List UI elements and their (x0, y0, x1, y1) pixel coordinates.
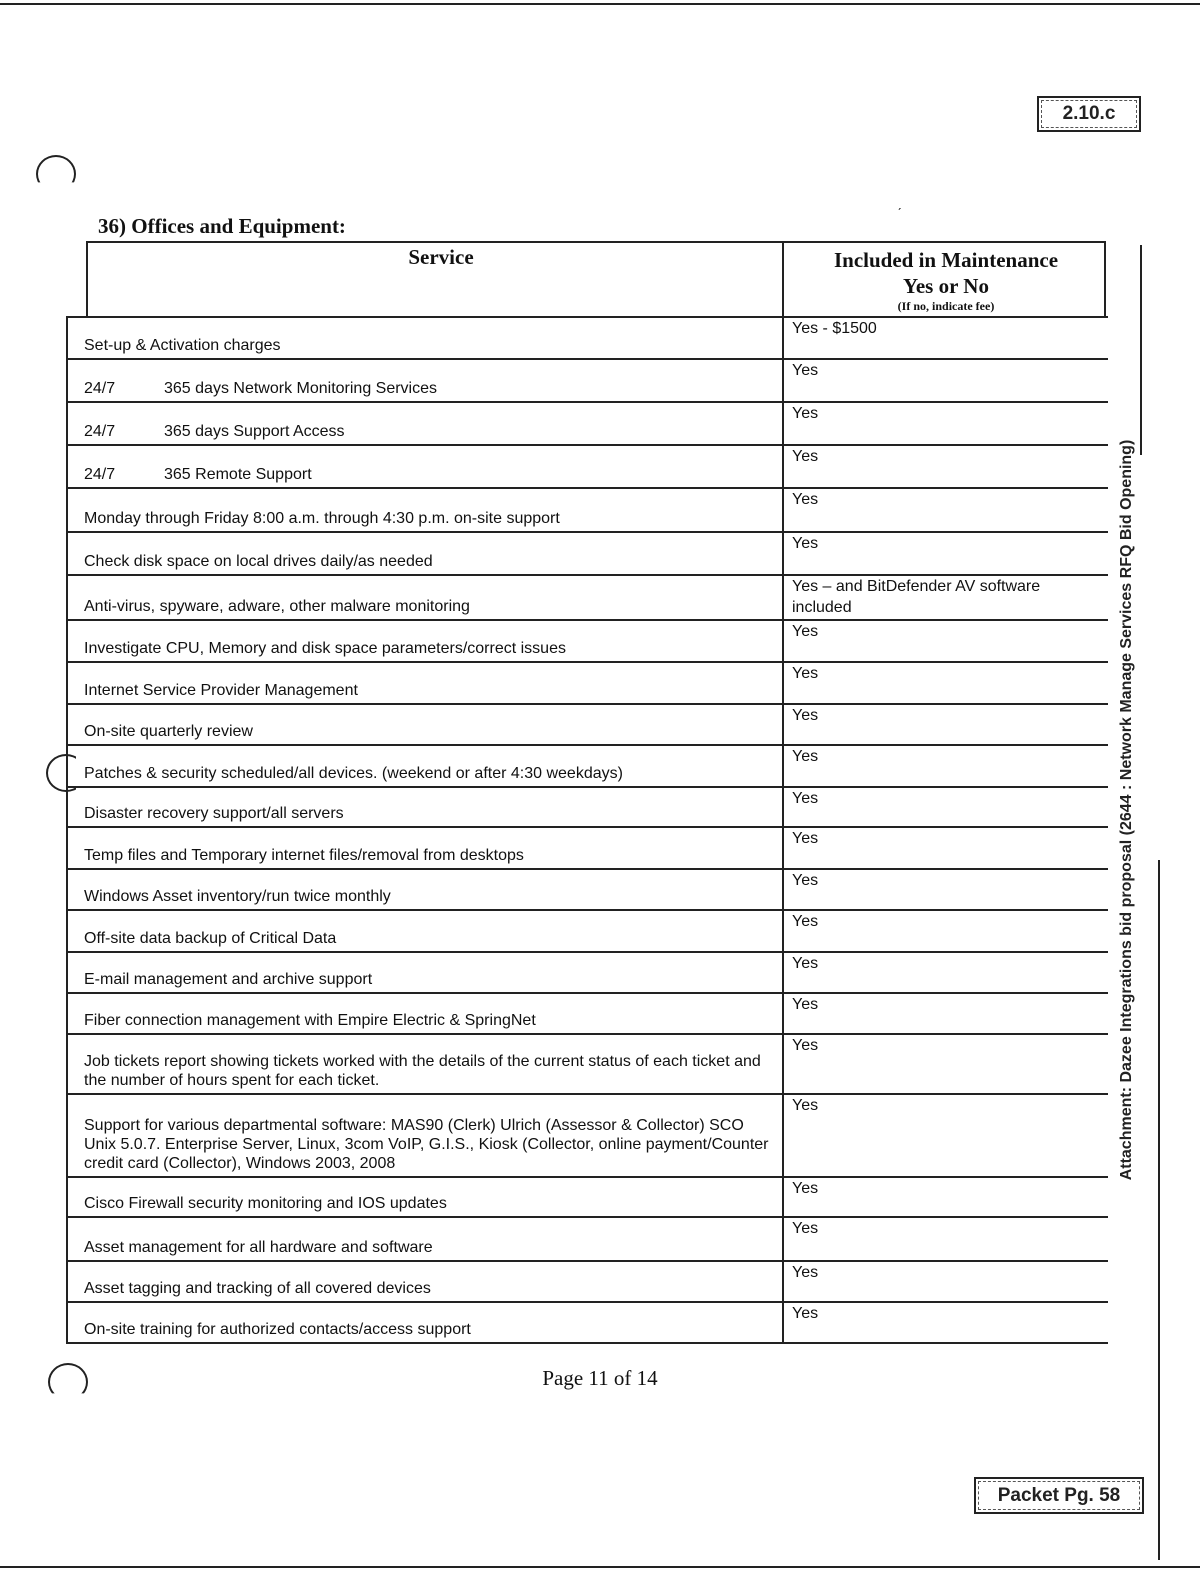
service-cell (84, 887, 770, 906)
service-schedule: 24/7 (84, 380, 116, 397)
bottom-edge-rule (0, 1566, 1200, 1568)
service-name: 365 days Network Monitoring Services (164, 380, 438, 397)
service-name: 365 Remote Support (164, 466, 312, 483)
table-right-border (1104, 241, 1106, 316)
included-cell: Yes (792, 1220, 819, 1237)
service-name: On-site quarterly review (84, 723, 253, 740)
included-cell: Yes (792, 996, 819, 1013)
included-cell: Yes (792, 1180, 819, 1197)
included-cell: Yes (792, 1305, 819, 1322)
service-cell (84, 465, 770, 484)
included-cell: Yes (792, 790, 819, 807)
service-cell (84, 970, 770, 989)
service-cell (84, 722, 770, 741)
included-cell: Yes (792, 665, 819, 682)
service-cell (84, 1238, 770, 1257)
service-name: Off-site data backup of Critical Data (84, 930, 337, 947)
service-name: Disaster recovery support/all servers (84, 805, 344, 822)
included-header-note: (If no, indicate fee) (897, 299, 995, 313)
table-left-border (66, 316, 68, 1343)
included-cell: Yes (792, 1037, 819, 1054)
service-name: Job tickets report showing tickets worked with the details of the current status of each ticket and the number of hours spent for each ticket. (84, 1053, 761, 1089)
service-name: Internet Service Provider Management (84, 682, 358, 699)
service-name: Investigate CPU, Memory and disk space parameters/correct issues (84, 640, 566, 657)
included-cell: Yes - $1500 (792, 320, 877, 337)
service-cell (84, 804, 770, 823)
service-cell (84, 1279, 770, 1298)
included-cell: Yes (792, 707, 819, 724)
service-cell (84, 1194, 770, 1213)
service-name: Check disk space on local drives daily/as needed (84, 553, 433, 570)
service-cell (84, 336, 770, 355)
included-cell: Yes (792, 955, 819, 972)
binder-hole-top (36, 155, 76, 193)
service-cell (84, 1116, 770, 1173)
table-row-border (66, 1342, 1108, 1344)
included-cell: Yes (792, 1097, 819, 1114)
service-cell (84, 764, 770, 783)
margin-line-upper (1140, 245, 1142, 455)
margin-line-lower (1158, 860, 1160, 1560)
included-cell: Yes (792, 448, 819, 465)
top-edge-rule (0, 3, 1200, 5)
service-name: Set-up & Activation charges (84, 337, 281, 354)
included-cell: Yes (792, 535, 819, 552)
service-name: Anti-virus, spyware, adware, other malware monitoring (84, 598, 470, 615)
page-number: Page 11 of 14 (542, 1366, 658, 1390)
agenda-item-stamp: 2.10.c (1037, 96, 1141, 132)
included-cell: Yes (792, 623, 819, 640)
service-name: Monday through Friday 8:00 a.m. through 4:30 p.m. on-site support (84, 510, 560, 527)
service-schedule: 24/7 (84, 466, 116, 483)
column-header-service: Service (408, 245, 474, 269)
included-cell: Yes (792, 491, 819, 508)
service-cell (84, 1052, 770, 1090)
service-name: On-site training for authorized contacts/access support (84, 1321, 471, 1338)
table-left-border (86, 241, 88, 316)
service-name: Fiber connection management with Empire Electric & SpringNet (84, 1012, 536, 1029)
service-name: Temp files and Temporary internet files/removal from desktops (84, 847, 524, 864)
service-cell (84, 1320, 770, 1339)
included-cell: Yes (792, 748, 819, 765)
section-title: 36) Offices and Equipment: (98, 214, 346, 238)
included-cell: Yes (792, 913, 819, 930)
included-cell: Yes (792, 830, 819, 847)
service-name: 365 days Support Access (164, 423, 345, 440)
scan-speck: ˏ (897, 194, 902, 210)
service-cell (84, 552, 770, 571)
service-cell (84, 846, 770, 865)
packet-page-stamp: Packet Pg. 58 (974, 1477, 1144, 1514)
attachment-sidebar-label: Attachment: Dazee Integrations bid proposal (2644 : Network Manage Services RFQ Bid Opening) (1118, 439, 1135, 1181)
service-name: Windows Asset inventory/run twice monthly (84, 888, 391, 905)
service-cell (84, 639, 770, 658)
service-schedule: 24/7 (84, 423, 116, 440)
service-name: Cisco Firewall security monitoring and IOS updates (84, 1195, 447, 1212)
included-cell: Yes (792, 872, 819, 889)
service-cell (84, 681, 770, 700)
included-header-line2: Yes or No (903, 274, 989, 298)
service-name: E-mail management and archive support (84, 971, 373, 988)
included-cell: Yes (792, 405, 819, 422)
included-header-line1: Included in Maintenance (833, 248, 1059, 272)
service-cell (84, 379, 770, 398)
service-cell (84, 1011, 770, 1030)
service-name: Support for various departmental software: MAS90 (Clerk) Ulrich (Assessor & Collector) SCO Unix 5.0.7. Enterprise Server, Linux, 3com VoIP, G.I.S., Kiosk (Collector, online payment/Counter credit card (Collector), Windows 2003, 2008 (84, 1117, 769, 1172)
service-cell (84, 929, 770, 948)
table-top-border (86, 241, 1106, 243)
service-name: Asset tagging and tracking of all covered devices (84, 1280, 431, 1297)
column-header-included (796, 247, 1096, 313)
included-cell: Yes (792, 1264, 819, 1281)
service-cell (84, 597, 770, 616)
service-cell (84, 422, 770, 441)
service-name: Patches & security scheduled/all devices. (weekend or after 4:30 weekdays) (84, 765, 623, 782)
service-cell (84, 509, 770, 528)
service-name: Asset management for all hardware and software (84, 1239, 433, 1256)
included-cell: Yes (792, 362, 819, 379)
services-table (66, 241, 1108, 1343)
included-cell: Yes – and BitDefender AV software included (792, 578, 1041, 616)
